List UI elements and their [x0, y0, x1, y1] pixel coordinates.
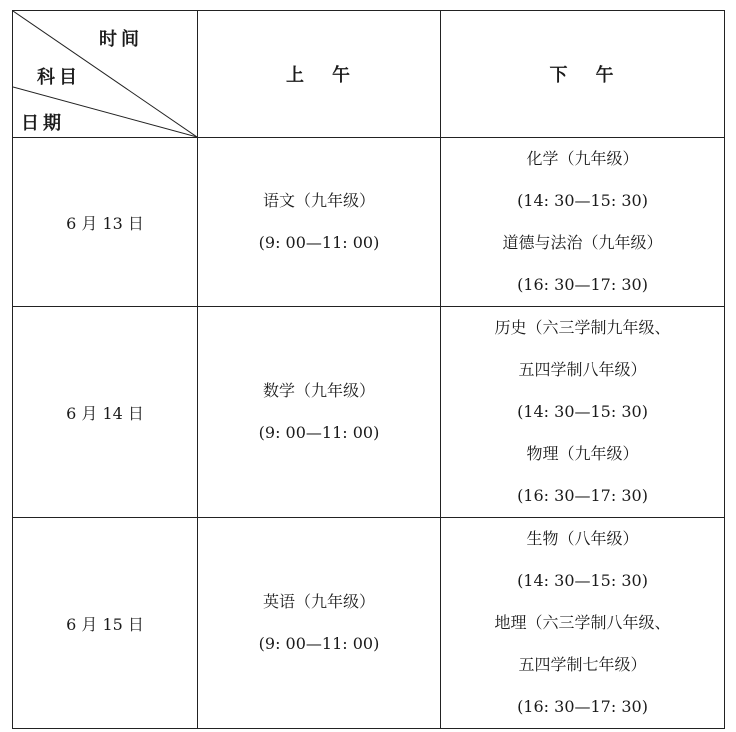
header-row — [13, 11, 725, 138]
date-cell: 6 月 14 日 — [13, 307, 198, 518]
header-morning — [198, 11, 441, 138]
morning-time: (9: 00—11: 00) — [258, 423, 380, 442]
table-row — [13, 138, 725, 307]
corner-label-time: 时间 — [99, 29, 143, 50]
morning-subject: 语文（九年级） — [262, 191, 375, 210]
afternoon-line: 道德与法治（九年级） — [502, 233, 663, 252]
afternoon-line: (16: 30—17: 30) — [517, 697, 648, 716]
afternoon-line: 生物（八年级） — [526, 529, 639, 548]
afternoon-cell — [441, 518, 725, 729]
corner-header-cell — [13, 11, 198, 138]
afternoon-cell — [441, 138, 725, 307]
morning-time: (9: 00—11: 00) — [258, 233, 380, 252]
date-cell: 6 月 15 日 — [13, 518, 198, 729]
afternoon-line: 化学（九年级） — [526, 149, 639, 168]
afternoon-line: (14: 30—15: 30) — [517, 402, 648, 421]
afternoon-line: (14: 30—15: 30) — [517, 571, 648, 590]
table-row — [13, 518, 725, 729]
afternoon-line: (16: 30—17: 30) — [517, 275, 648, 294]
corner-label-date: 日期 — [21, 113, 65, 134]
morning-subject: 英语（九年级） — [262, 592, 375, 611]
afternoon-line: 五四学制八年级） — [518, 360, 647, 379]
table-row — [13, 307, 725, 518]
morning-time: (9: 00—11: 00) — [258, 634, 380, 653]
date-cell: 6 月 13 日 — [13, 138, 198, 307]
afternoon-line: 地理（六三学制八年级、 — [494, 613, 671, 632]
header-morning-label: 上 午 — [286, 65, 352, 86]
afternoon-line: 历史（六三学制九年级、 — [494, 318, 671, 337]
afternoon-line: (14: 30—15: 30) — [517, 191, 648, 210]
afternoon-line: 五四学制七年级） — [518, 655, 647, 674]
afternoon-line: (16: 30—17: 30) — [517, 486, 648, 505]
morning-cell — [198, 138, 441, 307]
afternoon-cell — [441, 307, 725, 518]
corner-label-subject: 科目 — [37, 67, 81, 88]
header-afternoon-label: 下 午 — [549, 65, 616, 86]
morning-subject: 数学（九年级） — [262, 381, 375, 400]
exam-schedule-table — [12, 10, 725, 729]
afternoon-line: 物理（九年级） — [526, 444, 639, 463]
morning-cell — [198, 307, 441, 518]
header-afternoon — [441, 11, 725, 138]
morning-cell — [198, 518, 441, 729]
